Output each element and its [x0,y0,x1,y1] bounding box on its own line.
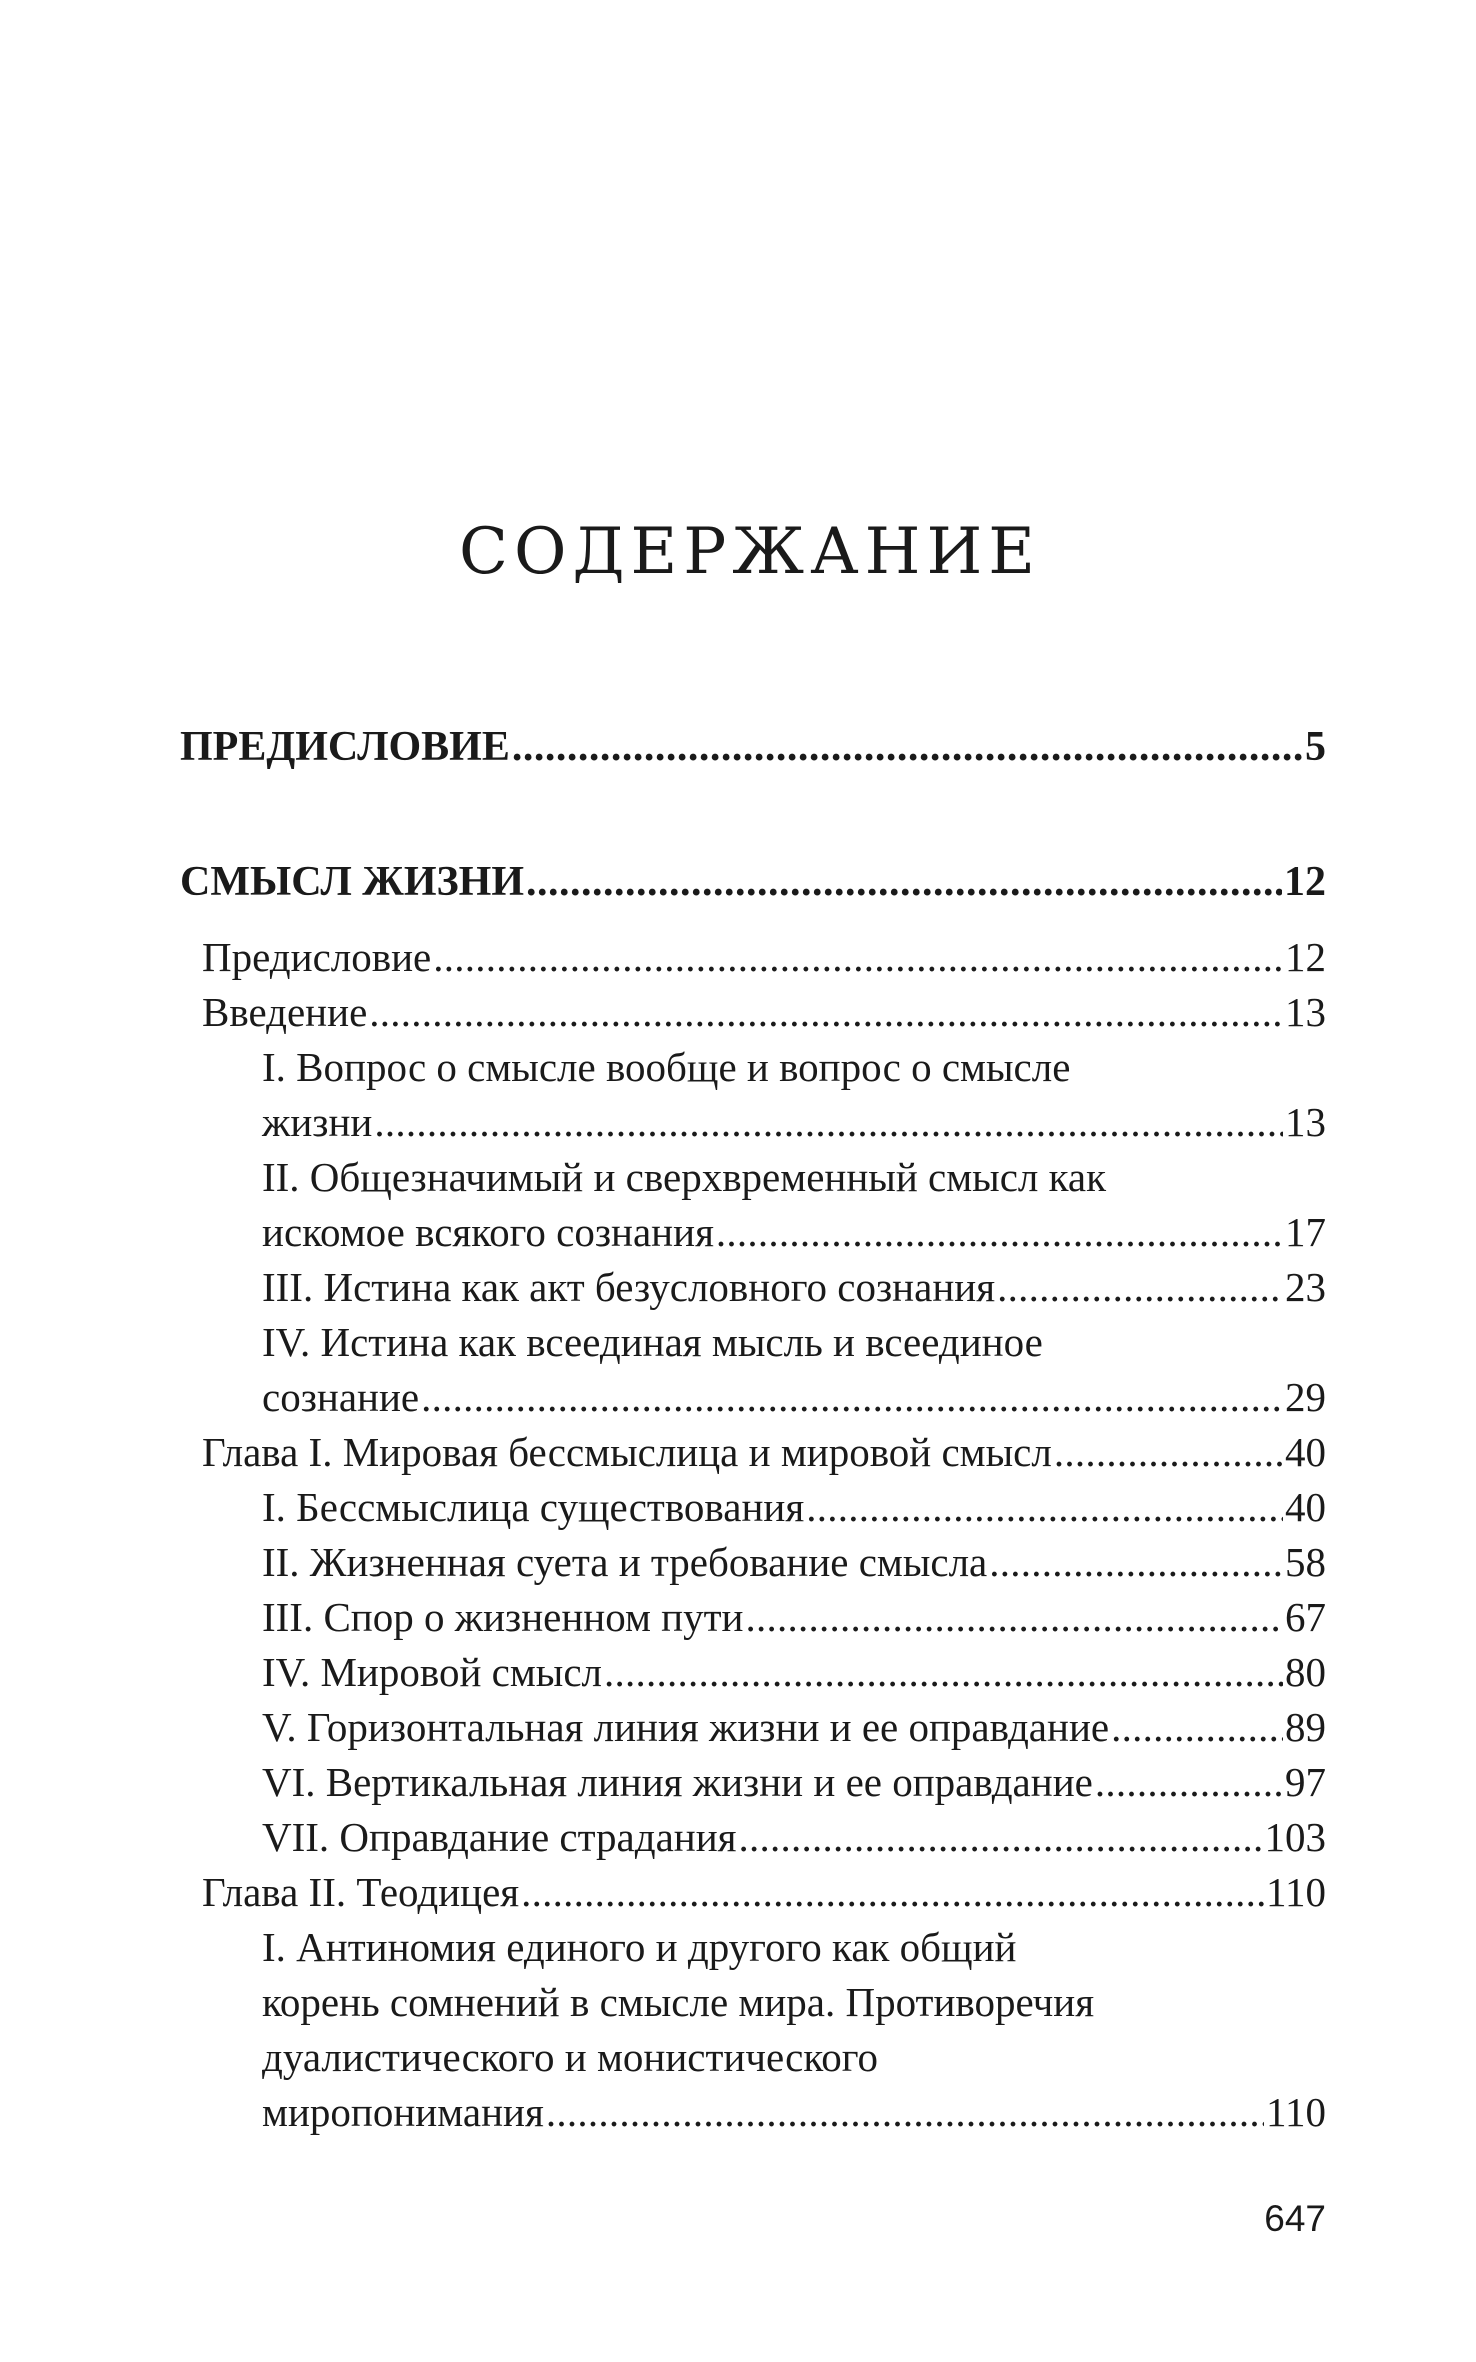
toc-entry-intro-4 [180,1370,1326,1425]
table-of-contents [180,720,1326,2140]
dot-leader [716,1205,1283,1260]
toc-entry-title: Предисловие [202,934,432,980]
page-number: 647 [1264,2198,1326,2239]
toc-entry-title: ПРЕДИСЛОВИЕ [180,724,510,770]
toc-entry-title: IV. Мировой смысл [262,1649,602,1695]
toc-entry-title: корень сомнений в смысле мира. Противоречия [262,1979,1095,2025]
toc-entry-chapter-1 [180,1425,1326,1480]
toc-entry-title: III. Истина как акт безусловного сознания [262,1264,996,1310]
toc-entry-title: Глава II. Теодицея [202,1869,520,1915]
dot-leader [806,1480,1283,1535]
toc-entry-title: СМЫСЛ ЖИЗНИ [180,859,524,905]
toc-page-number: 110 [1266,1869,1326,1915]
toc-entry-intro-4-line1 [180,1315,1326,1370]
dot-leader [526,855,1282,910]
toc-entry-title: миропонимания [262,2089,544,2135]
toc-entry-ch2-1 [180,2085,1326,2140]
toc-entry-intro-2-line1 [180,1150,1326,1205]
toc-entry-ch1-2 [180,1535,1326,1590]
dot-leader [739,1810,1263,1865]
toc-entry-title: V. Горизонтальная линия жизни и ее оправдание [262,1704,1110,1750]
toc-entry-ch1-6 [180,1755,1326,1810]
toc-page-number: 80 [1285,1649,1326,1695]
toc-entry-intro-1-line1 [180,1040,1326,1095]
toc-entry-meaning-of-life [180,855,1326,910]
toc-entry-preface [180,930,1326,985]
toc-page-number: 40 [1285,1429,1326,1475]
page-title: СОДЕРЖАНИЕ [459,515,1041,589]
dot-leader [433,930,1283,985]
dot-leader [512,720,1303,775]
toc-entry-ch2-1-line2 [180,1975,1326,2030]
toc-entry-ch1-4 [180,1645,1326,1700]
dot-leader [546,2085,1264,2140]
toc-page-number: 103 [1264,1814,1326,1860]
dot-leader [1095,1755,1283,1810]
dot-leader [521,1865,1264,1920]
toc-entry-ch2-1-line3 [180,2030,1326,2085]
toc-entry-title: VII. Оправдание страдания [262,1814,737,1860]
toc-page-number: 89 [1285,1704,1326,1750]
toc-entry-title: I. Бессмыслица существования [262,1484,805,1530]
dot-leader [369,985,1283,1040]
toc-page-number: 40 [1285,1484,1326,1530]
toc-entry-title: искомое всякого сознания [262,1209,714,1255]
toc-page-number: 110 [1266,2089,1326,2135]
dot-leader [1054,1425,1283,1480]
dot-leader [604,1645,1283,1700]
toc-page-number: 17 [1285,1209,1326,1255]
toc-entry-chapter-2 [180,1865,1326,1920]
toc-entry-ch1-1 [180,1480,1326,1535]
toc-entry-title: II. Жизненная суета и требование смысла [262,1539,988,1585]
toc-page-number: 13 [1285,989,1326,1035]
dot-leader [374,1095,1283,1150]
toc-entry-title: VI. Вертикальная линия жизни и ее оправдание [262,1759,1093,1805]
toc-page-number: 23 [1285,1264,1326,1310]
toc-entry-preface-main [180,720,1326,775]
toc-entry-title: IV. Истина как всеединая мысль и всеединое [262,1319,1043,1365]
toc-entry-title: III. Спор о жизненном пути [262,1594,744,1640]
toc-entry-ch1-5 [180,1700,1326,1755]
toc-entry-ch2-1-line1 [180,1920,1326,1975]
toc-page-number: 13 [1285,1099,1326,1145]
toc-entry-intro-3 [180,1260,1326,1315]
toc-entry-title: дуалистического и монистического [262,2034,879,2080]
toc-page-number: 12 [1284,859,1326,905]
toc-entry-intro-2 [180,1205,1326,1260]
dot-leader [1111,1700,1283,1755]
toc-entry-ch1-3 [180,1590,1326,1645]
toc-entry-title: Глава I. Мировая бессмыслица и мировой смысл [202,1429,1052,1475]
toc-page-number: 67 [1285,1594,1326,1640]
dot-leader [421,1370,1283,1425]
dot-leader [997,1260,1283,1315]
toc-entry-title: Введение [202,989,368,1035]
dot-leader [989,1535,1283,1590]
toc-entry-ch1-7 [180,1810,1326,1865]
dot-leader [745,1590,1283,1645]
toc-entry-title: I. Вопрос о смысле вообще и вопрос о смысле [262,1044,1071,1090]
toc-page-number: 29 [1285,1374,1326,1420]
toc-entry-title: II. Общезначимый и сверхвременный смысл как [262,1154,1107,1200]
toc-page-number: 5 [1305,724,1326,770]
toc-page-number: 12 [1285,934,1326,980]
toc-entry-title: жизни [262,1099,373,1145]
toc-entry-title: сознание [262,1374,420,1420]
toc-page-number: 58 [1285,1539,1326,1585]
toc-entry-intro-1 [180,1095,1326,1150]
toc-entry-title: I. Антиномия единого и другого как общий [262,1924,1017,1970]
toc-page-number: 97 [1285,1759,1326,1805]
toc-entry-introduction [180,985,1326,1040]
